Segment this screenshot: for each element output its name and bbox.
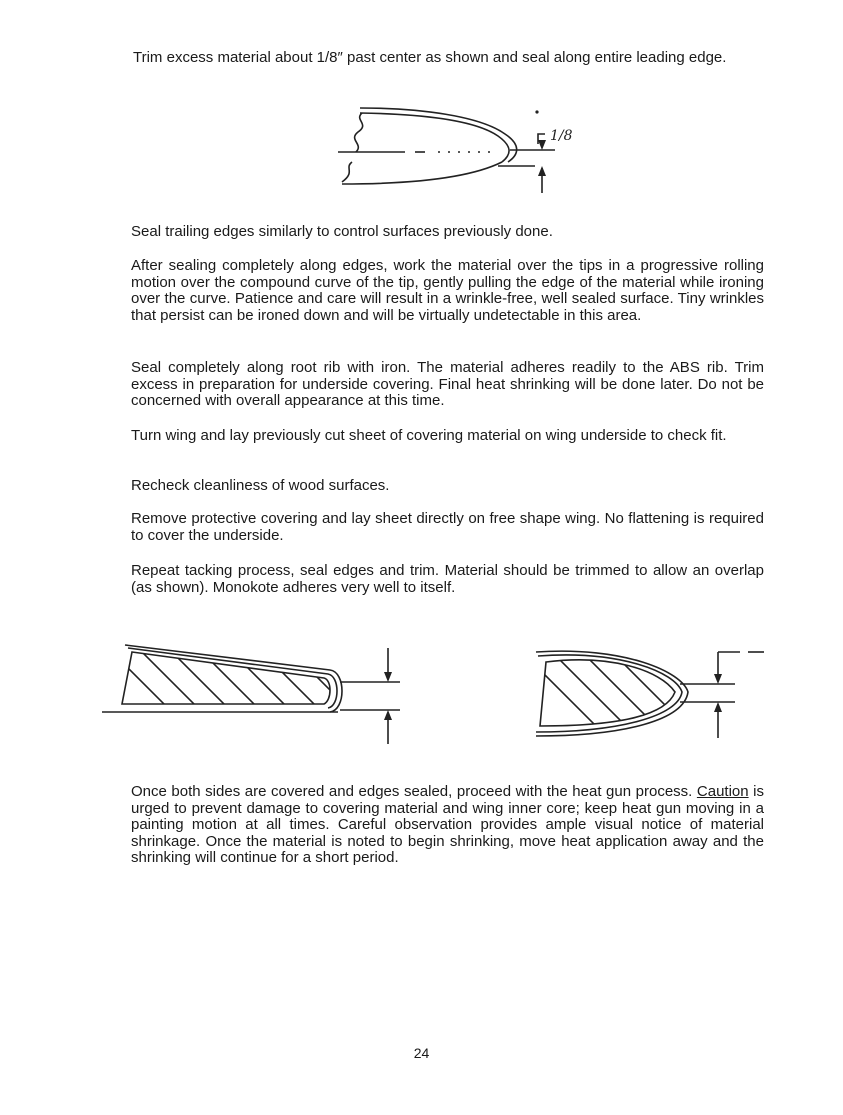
arrow-down-icon bbox=[538, 140, 546, 150]
heat-gun-rest-text: is urged to prevent damage to covering material and wing inner core; keep heat gun moving in a painting motion at all times. Careful observation provides ample visual notice of material shrinkage. Once the material is noted to begin shrinking, move heat application away and the shrinking will continue for a short period. bbox=[131, 783, 764, 866]
paragraph-turn-wing: Turn wing and lay previously cut sheet of covering material on wing underside to check fit. bbox=[131, 427, 727, 444]
paragraph-heat-gun bbox=[131, 784, 764, 867]
paragraph-seal-trailing: Seal trailing edges similarly to control surfaces previously done. bbox=[131, 223, 553, 240]
arrow-up-icon bbox=[714, 702, 722, 712]
heat-gun-lead-text: Once both sides are covered and edges sealed, proceed with the heat gun process. bbox=[131, 783, 693, 800]
paragraph-after-sealing: After sealing completely along edges, work the material over the tips in a progressive rolling motion over the compound curve of the tip, gently pulling the edge of the material while ironing over the curve. Patience and care will result in a wrinkle-free, well sealed surface. Tiny wrinkles that persist can be ironed down and will be virtually undetectable in this area. bbox=[131, 257, 764, 324]
leading-edge-trim-diagram bbox=[330, 100, 590, 200]
paragraph-remove-covering: Remove protective covering and lay sheet directly on free shape wing. No flattening is required to cover the underside. bbox=[131, 510, 764, 544]
arrow-down-icon bbox=[384, 672, 392, 682]
paragraph-seal-root-rib: Seal completely along root rib with iron. The material adheres readily to the ABS rib. Trim excess in preparation for underside covering. Final heat shrinking will be done later. Do not be concerned with overall appearance at this time. bbox=[131, 359, 764, 409]
leading-edge-overlap-diagram bbox=[530, 640, 770, 750]
arrow-up-icon bbox=[384, 710, 392, 720]
page-number: 24 bbox=[413, 1045, 430, 1061]
paragraph-recheck: Recheck cleanliness of wood surfaces. bbox=[131, 477, 390, 494]
dimension-label: 1/8 bbox=[550, 128, 573, 144]
arrow-down-icon bbox=[714, 674, 722, 684]
paragraph-repeat-tacking: Repeat tacking process, seal edges and trim. Material should be trimmed to allow an overlap (as shown). Monokote adheres very well to itself. bbox=[131, 562, 764, 596]
caution-word: Caution bbox=[696, 783, 749, 800]
trailing-edge-overlap-diagram bbox=[100, 640, 420, 750]
paragraph-trim-excess: Trim excess material about 1/8″ past center as shown and seal along entire leading edge. bbox=[133, 49, 727, 66]
arrow-up-icon bbox=[538, 166, 546, 176]
